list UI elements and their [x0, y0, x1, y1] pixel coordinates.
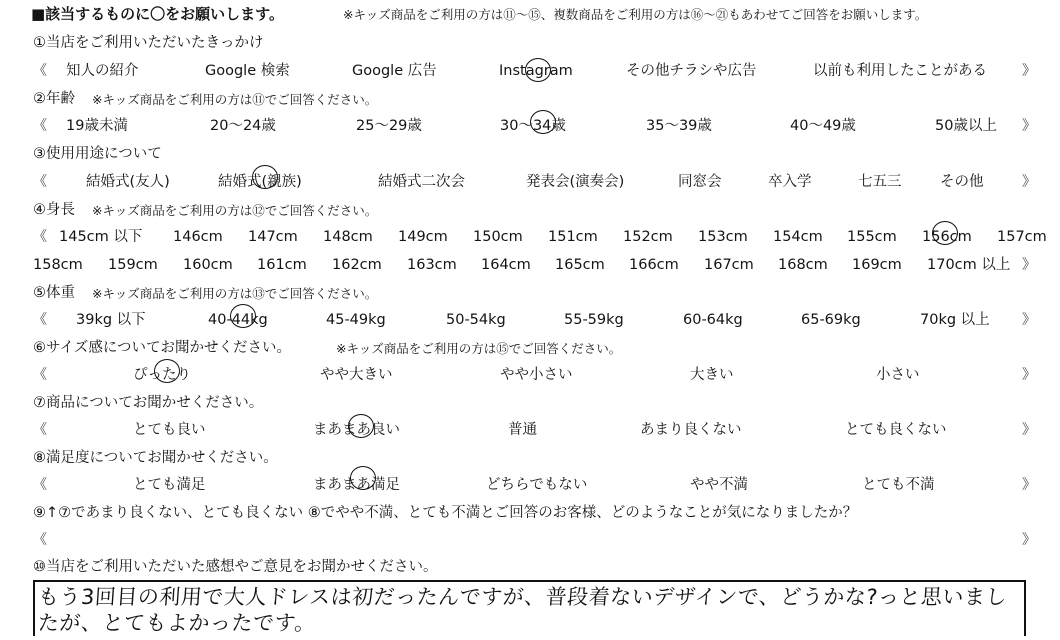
question-8-label: ⑧満足度についてお聞かせください。 [33, 450, 278, 466]
q3-option-reunion[interactable]: 同窓会 [678, 174, 722, 190]
question-5-note: ※キッズ商品をご利用の方は⑬でご回答ください。 [92, 286, 378, 301]
bracket-open: 《 [33, 422, 47, 438]
q4-option-150[interactable]: 150cm [473, 229, 523, 245]
question-10-label: ⑩当店をご利用いただいた感想やご意見をお聞かせください。 [33, 559, 438, 575]
q4-option-167[interactable]: 167cm [704, 257, 754, 273]
q6-option-small[interactable]: 小さい [876, 367, 920, 383]
q4-option-156[interactable]: 156cm [922, 229, 972, 245]
question-4-note: ※キッズ商品をご利用の方は⑫でご回答ください。 [92, 203, 378, 218]
q7-option-not-good[interactable]: あまり良くない [640, 422, 742, 438]
form-title: ■該当するものに〇をお願いします。 [31, 5, 284, 23]
q1-option-google-ad[interactable]: Google 広告 [352, 63, 437, 79]
bracket-open: 《 [33, 477, 47, 493]
q6-option-slightly-large[interactable]: やや大きい [320, 367, 393, 383]
q2-option-over-50[interactable]: 50歳以上 [935, 118, 997, 134]
q4-option-153[interactable]: 153cm [698, 229, 748, 245]
q5-option-40-44[interactable]: 40-44kg [208, 312, 268, 328]
q3-option-afterparty[interactable]: 結婚式二次会 [378, 174, 465, 190]
comment-line-2: たが、とてもよかったです。 [37, 611, 317, 635]
bracket-close: 》 [1022, 118, 1036, 134]
q4-option-148[interactable]: 148cm [323, 229, 373, 245]
q4-option-169[interactable]: 169cm [852, 257, 902, 273]
q4-option-165[interactable]: 165cm [555, 257, 605, 273]
q5-option-50-54[interactable]: 50-54kg [446, 312, 506, 328]
question-1-label: ①当店をご利用いただいたきっかけ [33, 35, 264, 51]
bracket-close: 》 [1022, 174, 1036, 190]
comment-line-1: もう3回目の利用で大人ドレスは初だったんですが、普段着ないデザインで、どうかな?っと思いまし [37, 585, 1008, 609]
q7-option-very-good[interactable]: とても良い [133, 422, 206, 438]
q6-option-perfect[interactable]: ぴったり [133, 367, 191, 383]
q4-option-166[interactable]: 166cm [629, 257, 679, 273]
q5-option-under-39[interactable]: 39kg 以下 [76, 312, 146, 328]
q7-option-very-bad[interactable]: とても良くない [845, 422, 947, 438]
q8-option-very-satisfied[interactable]: とても満足 [133, 477, 206, 493]
q4-option-170[interactable]: 170cm 以上 [927, 257, 1011, 273]
question-6-note: ※キッズ商品をご利用の方は⑮でご回答ください。 [336, 341, 622, 356]
q8-option-neutral[interactable]: どちらでもない [486, 477, 588, 493]
q1-option-instagram[interactable]: Instagram [499, 63, 573, 79]
q2-option-35-39[interactable]: 35〜39歳 [646, 118, 712, 134]
question-7-label: ⑦商品についてお聞かせください。 [33, 395, 264, 411]
q8-option-slightly-dissatisfied[interactable]: やや不満 [690, 477, 748, 493]
bracket-open: 《 [33, 312, 47, 328]
q4-option-152[interactable]: 152cm [623, 229, 673, 245]
q4-option-154[interactable]: 154cm [773, 229, 823, 245]
question-9-label: ⑨↑⑦であまり良くない、とても良くない ⑧でやや不満、とても不満とご回答のお客様、どのようなことが気になりましたか？ [33, 505, 858, 521]
q4-option-168[interactable]: 168cm [778, 257, 828, 273]
q4-option-146[interactable]: 146cm [173, 229, 223, 245]
q1-option-referral[interactable]: 知人の紹介 [66, 63, 139, 79]
bracket-open: 《 [33, 532, 47, 548]
q5-option-over-70[interactable]: 70kg 以上 [920, 312, 990, 328]
q3-option-wedding-family[interactable]: 結婚式(親族) [218, 174, 302, 190]
q3-option-school-ceremony[interactable]: 卒入学 [768, 174, 812, 190]
question-2-note: ※キッズ商品をご利用の方は⑪でご回答ください。 [92, 92, 378, 107]
q5-option-55-59[interactable]: 55-59kg [564, 312, 624, 328]
q4-option-158[interactable]: 158cm [33, 257, 83, 273]
q4-option-160[interactable]: 160cm [183, 257, 233, 273]
q8-option-very-dissatisfied[interactable]: とても不満 [862, 477, 935, 493]
question-5-label: ⑤体重 [33, 285, 75, 301]
form-note: ※キッズ商品をご利用の方は⑪〜⑮、複数商品をご利用の方は⑯〜㉑もあわせてご回答をお願いします。 [343, 7, 928, 22]
bracket-open: 《 [33, 174, 47, 190]
q4-option-155[interactable]: 155cm [847, 229, 897, 245]
q4-option-163[interactable]: 163cm [407, 257, 457, 273]
q7-option-average[interactable]: 普通 [508, 422, 537, 438]
q2-option-20-24[interactable]: 20〜24歳 [210, 118, 276, 134]
question-2-label: ②年齢 [33, 91, 75, 107]
bracket-close: 》 [1022, 257, 1036, 273]
bracket-open: 《 [33, 229, 47, 245]
bracket-open: 《 [33, 367, 47, 383]
q2-option-30-34[interactable]: 30〜34歳 [500, 118, 566, 134]
q4-option-162[interactable]: 162cm [332, 257, 382, 273]
q1-option-other-flyer[interactable]: その他チラシや広告 [626, 63, 757, 79]
bracket-open: 《 [33, 118, 47, 134]
q6-option-large[interactable]: 大きい [690, 367, 734, 383]
bracket-close: 》 [1022, 63, 1036, 79]
bracket-open: 《 [33, 63, 47, 79]
question-4-label: ④身長 [33, 202, 75, 218]
q4-option-151[interactable]: 151cm [548, 229, 598, 245]
q2-option-under-19[interactable]: 19歳未満 [66, 118, 128, 134]
q7-option-fairly-good[interactable]: まあまあ良い [313, 422, 400, 438]
question-3-label: ③使用用途について [33, 146, 162, 162]
q5-option-65-69[interactable]: 65-69kg [801, 312, 861, 328]
q6-option-slightly-small[interactable]: やや小さい [500, 367, 573, 383]
question-6-label: ⑥サイズ感についてお聞かせください。 [33, 340, 292, 356]
q5-option-45-49[interactable]: 45-49kg [326, 312, 386, 328]
q4-option-145[interactable]: 145cm 以下 [59, 229, 143, 245]
q2-option-25-29[interactable]: 25〜29歳 [356, 118, 422, 134]
q3-option-wedding-friend[interactable]: 結婚式(友人) [86, 174, 170, 190]
bracket-close: 》 [1022, 532, 1036, 548]
q4-option-147[interactable]: 147cm [248, 229, 298, 245]
q4-option-161[interactable]: 161cm [257, 257, 307, 273]
q8-option-fairly-satisfied[interactable]: まあまあ満足 [313, 477, 400, 493]
q5-option-60-64[interactable]: 60-64kg [683, 312, 743, 328]
q1-option-repeat[interactable]: 以前も利用したことがある [813, 63, 987, 79]
q3-option-other[interactable]: その他 [940, 174, 984, 190]
q3-option-shichigosan[interactable]: 七五三 [858, 174, 902, 190]
q4-option-149[interactable]: 149cm [398, 229, 448, 245]
q1-option-google-search[interactable]: Google 検索 [205, 63, 290, 79]
q4-option-157[interactable]: 157cm [997, 229, 1047, 245]
bracket-close: 》 [1022, 367, 1036, 383]
q3-option-recital[interactable]: 発表会(演奏会) [526, 174, 625, 190]
q4-option-159[interactable]: 159cm [108, 257, 158, 273]
bracket-close: 》 [1022, 422, 1036, 438]
bracket-close: 》 [1022, 477, 1036, 493]
q4-option-164[interactable]: 164cm [481, 257, 531, 273]
q2-option-40-49[interactable]: 40〜49歳 [790, 118, 856, 134]
bracket-close: 》 [1022, 312, 1036, 328]
